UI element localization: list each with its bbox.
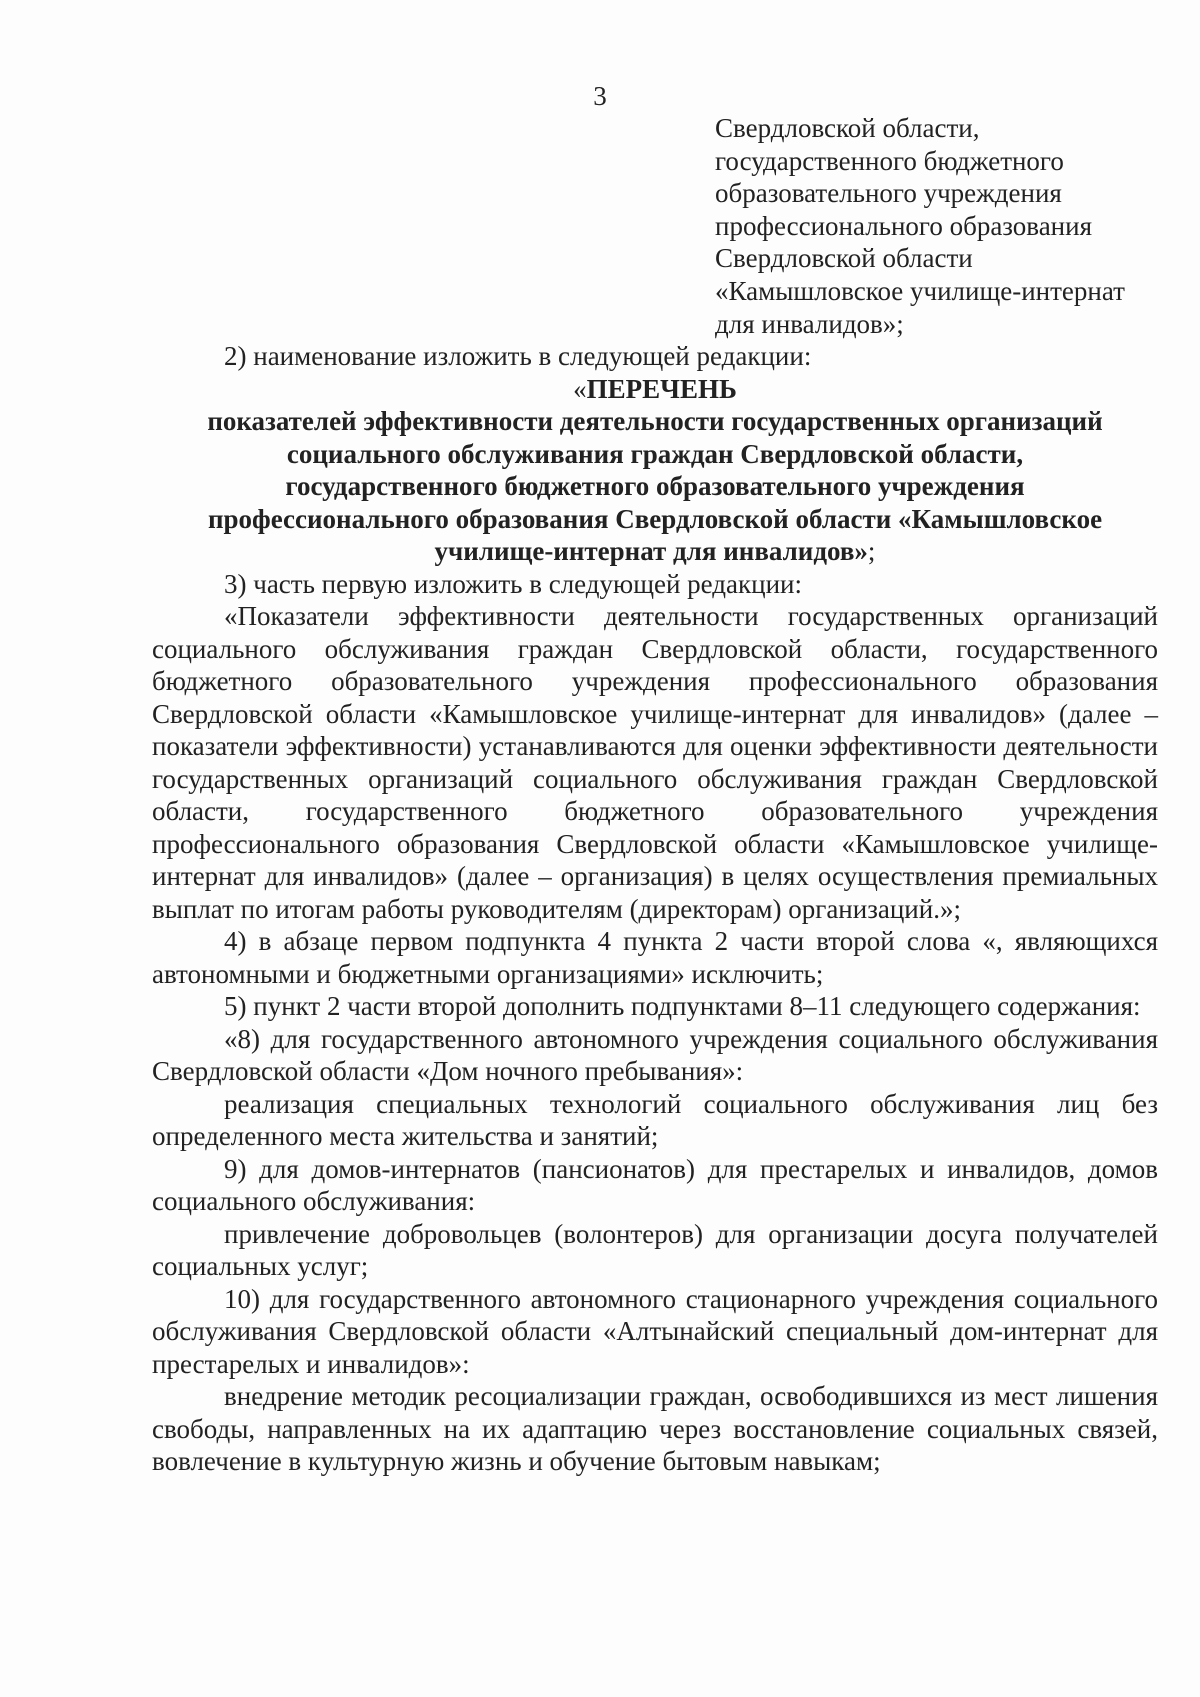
list-title-block: [152, 373, 1158, 568]
amendment-item-3: 3) часть первую изложить в следующей редакции:: [224, 568, 802, 599]
list-title-last-line: [152, 535, 1158, 568]
amendment-item-2: 2) наименование изложить в следующей редакции:: [224, 341, 812, 371]
list-title-line: социального обслуживания граждан Свердловской области,: [286, 438, 1024, 469]
list-title-last-suffix: ;: [867, 536, 876, 566]
addressee-line: Свердловской области: [715, 243, 973, 274]
addressee-line: образовательного учреждения: [715, 178, 1062, 209]
subitem-10-text: внедрение методик ресоциализации граждан, освободившихся из мест лишения свободы, направленных на их адаптацию через восстановление социальных связей, вовлечение в культурную жизнь и обучение бытовым навыкам;: [152, 1381, 1158, 1476]
subitem-8-text: реализация специальных технологий социального обслуживания лиц без определенного места жительства и занятий;: [152, 1088, 1158, 1151]
list-heading-text: ПЕРЕЧЕНЬ: [586, 373, 737, 404]
list-title-line: государственного бюджетного образовательного учреждения: [285, 471, 1025, 501]
amendment-item-5: 5) пункт 2 части второй дополнить подпунктами 8–11 следующего содержания:: [224, 991, 1141, 1021]
addressee-line: профессионального образования: [715, 210, 1092, 241]
addressee-line: Свердловской области,: [715, 113, 980, 143]
addressee-line: «Камышловское училище-интернат: [715, 275, 1125, 306]
list-heading: [152, 373, 1158, 406]
amendment-item-3-text: «Показатели эффективности деятельности государственных организаций социального обслуживания граждан Свердловской области, государственного бюджетного образовательного учреждения профессионального образования Свердловской области «Камышловское училище-интернат для инвалидов» (далее – показатели эффективности) устанавливаются для оценки эффективности деятельности государственных организаций социального обслуживания граждан Свердловской области, государственного бюджетного образовательного учреждения профессионального образования Свердловской области «Камышловское училище-интернат для инвалидов» (далее – организация) в целях осуществления премиальных выплат по итогам работы руководителям (директорам) организаций.»;: [152, 601, 1158, 924]
list-title-last-text: училище-интернат для инвалидов»: [434, 536, 868, 566]
list-heading-quote: «: [573, 373, 587, 404]
addressee-line: государственного бюджетного: [715, 145, 1064, 176]
list-title-line: показателей эффективности деятельности государственных организаций: [207, 406, 1103, 436]
addressee-line: для инвалидов»;: [715, 308, 904, 339]
amendment-item-4: 4) в абзаце первом подпункта 4 пункта 2 части второй слова «, являющихся автономными и бюджетными организациями» исключить;: [152, 926, 1158, 989]
list-title-line: профессионального образования Свердловской области «Камышловское: [207, 503, 1103, 534]
document-body: [152, 340, 1158, 1478]
subitem-9-text: привлечение добровольцев (волонтеров) для организации досуга получателей социальных услуг;: [152, 1218, 1158, 1281]
subitem-9: 9) для домов-интернатов (пансионатов) для престарелых и инвалидов, домов социального обслуживания:: [152, 1153, 1158, 1216]
page-number: 3: [593, 81, 607, 111]
addressee-continuation: [715, 112, 1125, 340]
subitem-8: «8) для государственного автономного учреждения социального обслуживания Свердловской области «Дом ночного пребывания»:: [152, 1023, 1158, 1086]
subitem-10: 10) для государственного автономного стационарного учреждения социального обслуживания Свердловской области «Алтынайский специальный дом-интернат для престарелых и инвалидов»:: [152, 1283, 1158, 1379]
